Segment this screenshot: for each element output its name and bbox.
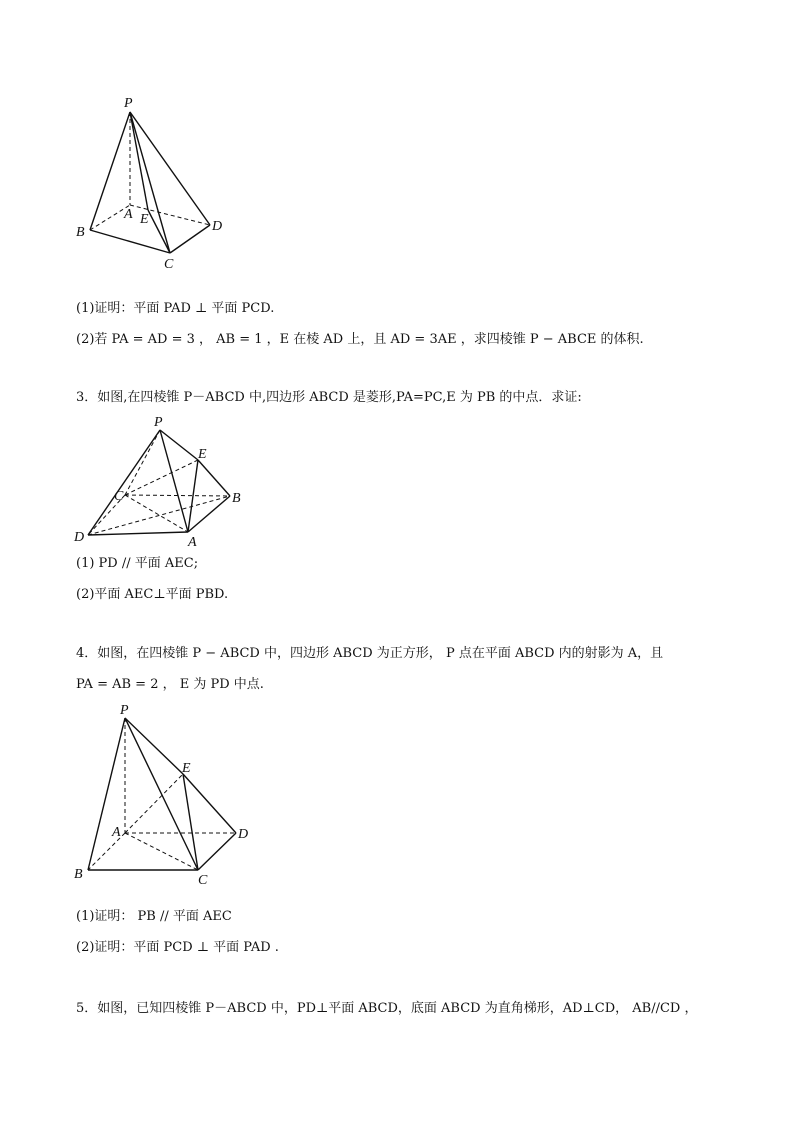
label-P: P <box>154 415 163 430</box>
label-B: B <box>74 867 83 882</box>
label-C: C <box>164 257 174 272</box>
problem3-q1: (1) PD // 平面 AEC; <box>76 556 199 571</box>
label-A: A <box>188 535 197 550</box>
problem4-stem-line1: 4．如图，在四棱锥 P − ABCD 中，四边形 ABCD 为正方形， P 点在平面 ABCD 内的射影为 A，且 <box>76 646 664 661</box>
problem2-q1: (1)证明：平面 PAD ⊥ 平面 PCD. <box>76 301 275 316</box>
label-D: D <box>212 219 223 234</box>
figure-problem4 <box>70 698 270 893</box>
label-C: C <box>198 873 208 888</box>
figure-problem3 <box>70 410 260 550</box>
figure-problem2 <box>70 90 260 275</box>
label-E: E <box>182 761 191 776</box>
label-E: E <box>140 212 149 227</box>
problem4-q2: (2)证明：平面 PCD ⊥ 平面 PAD . <box>76 940 279 955</box>
problem4-q1: (1)证明： PB // 平面 AEC <box>76 909 232 924</box>
label-D: D <box>238 827 249 842</box>
label-C: C <box>114 489 124 504</box>
label-A: A <box>124 207 133 222</box>
problem2-q2: (2)若 PA = AD = 3 ， AB = 1 ，E 在棱 AD 上，且 AD = 3AE ，求四棱锥 P − ABCE 的体积. <box>76 332 644 347</box>
label-P: P <box>124 96 133 111</box>
label-P: P <box>120 703 129 718</box>
label-B: B <box>232 491 241 506</box>
problem4-stem-line2: PA = AB = 2 ， E 为 PD 中点. <box>76 677 264 692</box>
problem3-q2: (2)平面 AEC⊥平面 PBD. <box>76 587 229 602</box>
label-D: D <box>74 530 85 545</box>
problem5-stem: 5．如图，已知四棱锥 P－ABCD 中，PD⊥平面 ABCD，底面 ABCD 为直角梯形，AD⊥CD， AB//CD ， <box>76 1001 698 1016</box>
problem3-stem: 3．如图,在四棱锥 P－ABCD 中,四边形 ABCD 是菱形,PA=PC,E 为 PB 的中点．求证: <box>76 390 582 405</box>
label-E: E <box>198 447 207 462</box>
label-A: A <box>112 825 121 840</box>
label-B: B <box>76 225 85 240</box>
